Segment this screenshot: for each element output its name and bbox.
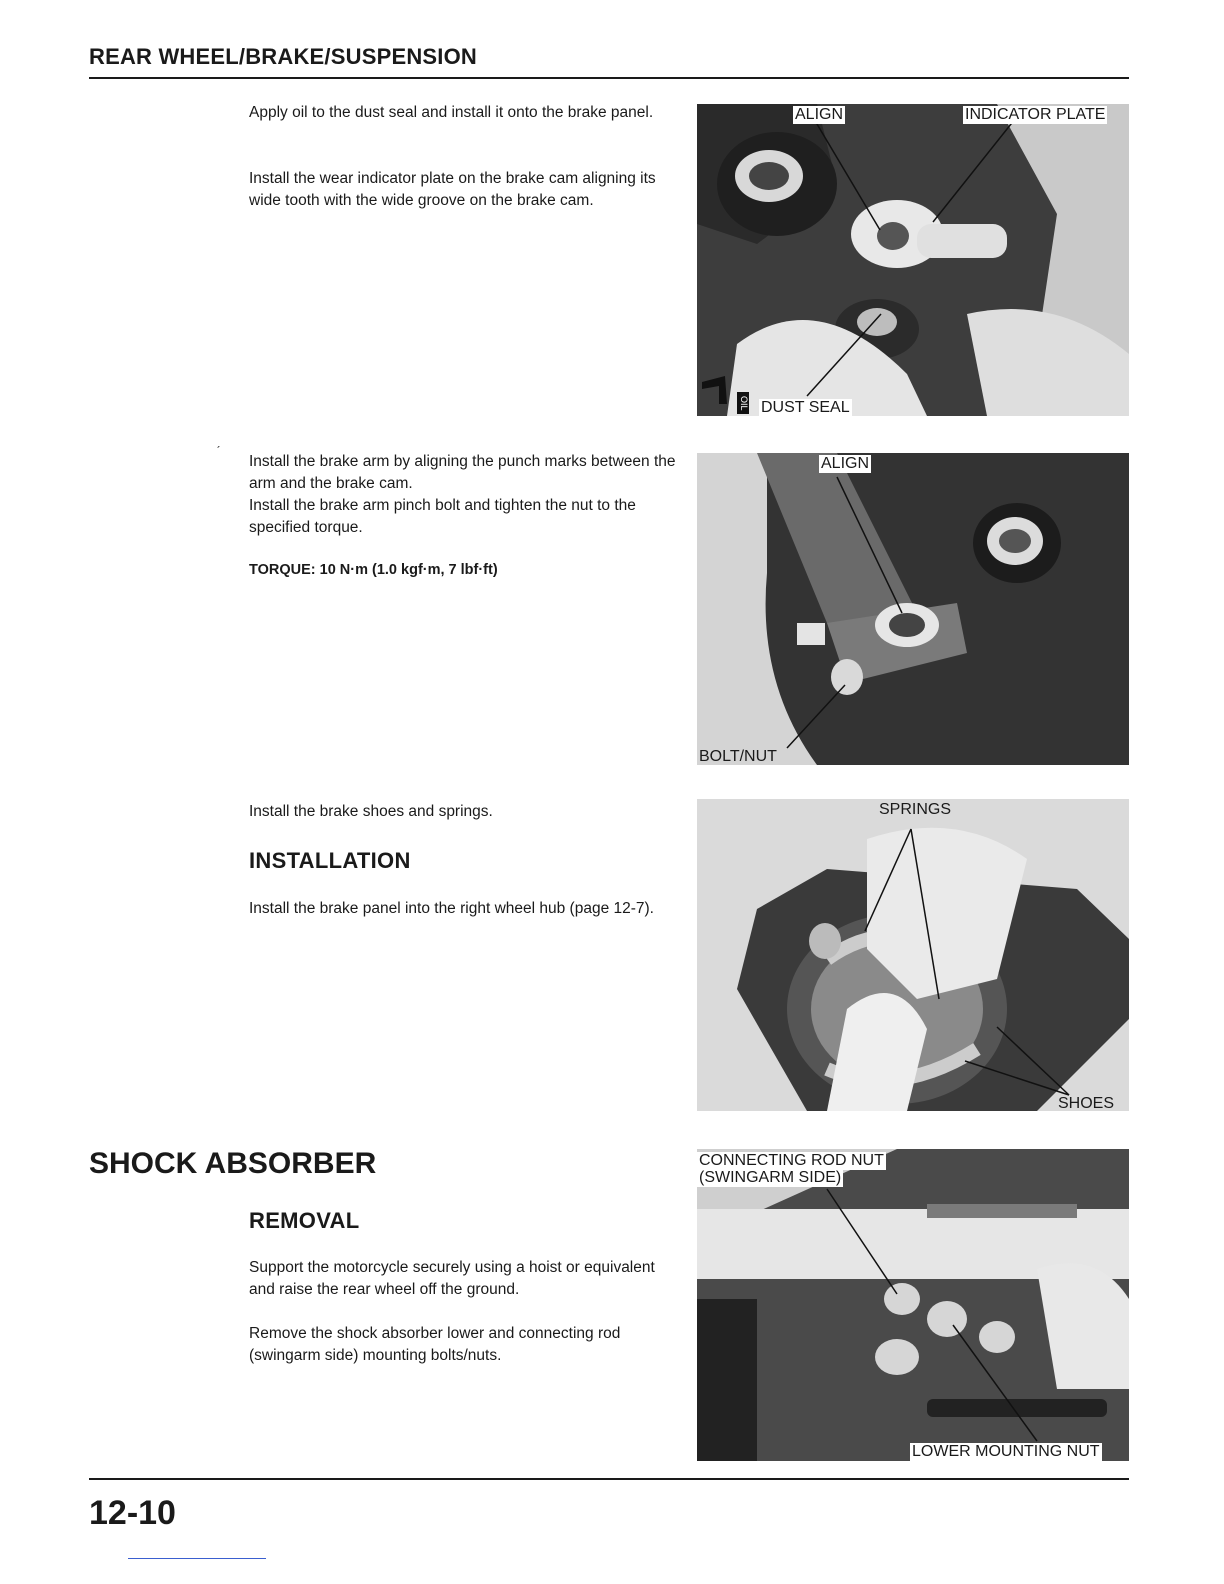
label-dust-seal: DUST SEAL [761, 399, 850, 416]
shock-absorber-heading: SHOCK ABSORBER [89, 1147, 377, 1180]
label-swingarm-side: (SWINGARM SIDE) [699, 1169, 842, 1186]
removal-text-1: Support the motorcycle securely using a hoist or equivalent and raise the rear wheel off the ground. [249, 1259, 655, 1298]
header-rule [89, 77, 1129, 79]
step-brake-arm-1: Install the brake arm by aligning the punch marks between the arm and the brake cam. [249, 453, 676, 492]
page-number: 12-10 [89, 1494, 176, 1532]
oil-tag-icon: OIL [737, 392, 749, 414]
label-indicator-plate: INDICATOR PLATE [965, 106, 1106, 123]
figure-shock-absorber-illustration [697, 1149, 1129, 1461]
installation-text: Install the brake panel into the right wheel hub (page 12-7). [249, 900, 654, 917]
label-shoes: SHOES [1058, 1095, 1115, 1111]
step-dust-seal: Apply oil to the dust seal and install it onto the brake panel. [249, 104, 654, 121]
removal-text-2: Remove the shock absorber lower and connecting rod (swingarm side) mounting bolts/nuts. [249, 1325, 621, 1364]
footer-rule [89, 1478, 1129, 1480]
figure-shock-absorber-photo [697, 1149, 1129, 1461]
step-brake-shoes: Install the brake shoes and springs. [249, 803, 493, 820]
label-align: ALIGN [795, 106, 844, 123]
figure-dust-seal-illustration [697, 104, 1129, 416]
figure-brake-shoes-illustration [697, 799, 1129, 1111]
torque-spec: TORQUE: 10 N·m (1.0 kgf·m, 7 lbf·ft) [249, 562, 498, 578]
figure-brake-arm-illustration [697, 453, 1129, 765]
label-connecting-rod-nut: CONNECTING ROD NUT [699, 1152, 884, 1169]
step-brake-arm-2: Install the brake arm pinch bolt and tighten the nut to the specified torque. [249, 497, 636, 536]
figure-brake-arm-photo [697, 453, 1129, 765]
figure-brake-shoes-photo [697, 799, 1129, 1111]
step-indicator-plate: Install the wear indicator plate on the brake cam aligning its wide tooth with the wide groove on the brake cam. [249, 170, 656, 209]
removal-heading: REMOVAL [249, 1208, 360, 1233]
footer-link-underline [128, 1558, 266, 1559]
label-lower-mounting-nut: LOWER MOUNTING NUT [912, 1443, 1100, 1460]
figure-dust-seal-photo [697, 104, 1129, 416]
label-align: ALIGN [821, 455, 870, 472]
label-bolt-nut: BOLT/NUT [699, 748, 777, 765]
installation-heading: INSTALLATION [249, 848, 411, 873]
label-springs: SPRINGS [879, 801, 952, 818]
stray-mark: ˊ [216, 443, 221, 459]
section-title: REAR WHEEL/BRAKE/SUSPENSION [89, 44, 477, 69]
